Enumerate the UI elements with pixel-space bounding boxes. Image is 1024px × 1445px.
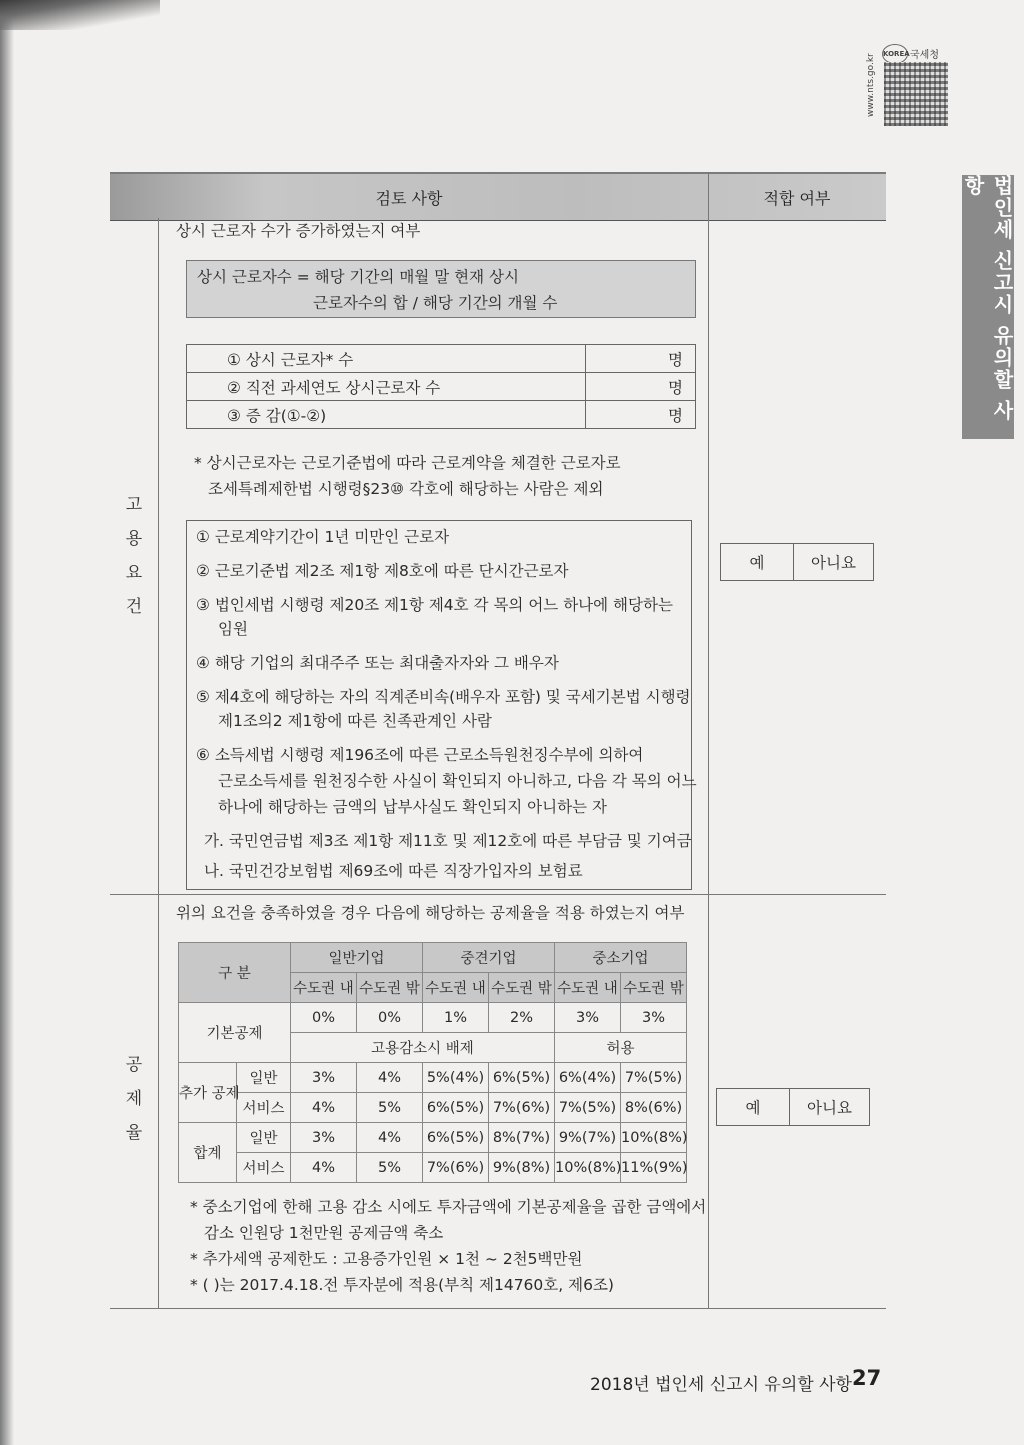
table-row: 기본공제 0% 0% 1% 2% 3% 3% [179, 1003, 687, 1033]
group-header: 중견기업 [423, 943, 555, 973]
count-row: ② 직전 과세연도 상시근로자 수 명 [187, 373, 696, 401]
count-row: ③ 증 감(①-②) 명 [187, 401, 696, 429]
rate-yes-option[interactable]: 예 [717, 1089, 790, 1126]
basic-label: 기본공제 [179, 1003, 291, 1063]
deduction-rate-table [178, 942, 687, 1183]
employee-count-table [186, 344, 696, 429]
list-item: 나. 국민건강보험법 제69조에 따른 직장가입자의 보험료 [204, 862, 583, 880]
list-item: 제1조의2 제1항에 따른 친족관계인 사람 [218, 712, 492, 730]
list-item: ⑥ 소득세법 시행령 제196조에 따른 근로소득원천징수부에 의하여 [196, 746, 644, 764]
region-header: 수도권 내 [555, 973, 621, 1003]
list-item: 가. 국민연금법 제3조 제1항 제11호 및 제12호에 따른 부담금 및 기여금 [204, 832, 692, 850]
employee-note-line-2: 조세특례제한법 시행령§23⑩ 각호에 해당하는 사람은 제외 [208, 480, 604, 498]
side-chapter-tab [962, 175, 1014, 439]
table-row: 서비스 4% 5% 7%(6%) 9%(8%) 10%(8%) 11%(9%) [179, 1153, 687, 1183]
formula-line-1: 상시 근로자수 = 해당 기간의 매월 말 현재 상시 [197, 268, 519, 286]
rate-note-1-cont: 감소 인원당 1천만원 공제금액 축소 [204, 1224, 444, 1242]
table-row [179, 943, 687, 973]
reduction-allowed: 허용 [555, 1033, 687, 1063]
reduction-excluded: 고용감소시 배제 [291, 1033, 555, 1063]
rate-section-label: 공 제 율 [125, 1055, 143, 1143]
list-item: 임원 [218, 620, 248, 638]
rate-question: 위의 요건을 충족하였을 경우 다음에 해당하는 공제율을 적용 하였는지 여부 [176, 904, 685, 922]
region-header: 수도권 내 [423, 973, 489, 1003]
rate-answer-box [716, 1088, 870, 1126]
group-header: 일반기업 [291, 943, 423, 973]
employment-section-label: 고 용 요 건 [125, 495, 143, 617]
list-item: 하나에 해당하는 금액의 납부사실도 확인되지 아니하는 자 [218, 798, 607, 816]
table-row: 서비스 4% 5% 6%(5%) 7%(6%) 7%(5%) 8%(6%) [179, 1093, 687, 1123]
rate-note-2: * 추가세액 공제한도 : 고용증가인원 × 1천 ~ 2천5백만원 [190, 1250, 583, 1268]
qr-code-icon[interactable] [884, 62, 948, 126]
count-row: ① 상시 근로자* 수 명 [187, 345, 696, 373]
region-header: 수도권 밖 [357, 973, 423, 1003]
category-header: 구 분 [179, 943, 291, 1003]
qr-block [866, 42, 956, 128]
table-header [110, 172, 886, 221]
qr-url: www.nts.go.kr [866, 53, 876, 117]
employee-note-line-1: * 상시근로자는 근로기준법에 따라 근로계약을 체결한 근로자로 [194, 454, 621, 472]
employment-yes-option[interactable]: 예 [721, 544, 794, 581]
employment-question: 상시 근로자 수가 증가하였는지 여부 [176, 222, 421, 240]
list-item: ② 근로기준법 제2조 제1항 제8호에 따른 단시간근로자 [196, 562, 569, 580]
employment-no-option[interactable]: 아니요 [794, 544, 874, 581]
korea-logo-icon: KOREA [882, 44, 908, 64]
page-number: 27 [852, 1366, 882, 1390]
total-label: 합계 [179, 1123, 237, 1183]
header-fit: 적합 여부 [763, 189, 831, 208]
table-row: 합계 일반 3% 4% 6%(5%) 8%(7%) 9%(7%) 10%(8%) [179, 1123, 687, 1153]
list-item: ④ 해당 기업의 최대주주 또는 최대출자자와 그 배우자 [196, 654, 559, 672]
list-item: ① 근로계약기간이 1년 미만인 근로자 [196, 528, 450, 546]
rate-no-option[interactable]: 아니요 [790, 1089, 870, 1126]
table-bottom-rule [110, 1308, 886, 1309]
qr-agency-label: 국세청 [910, 50, 939, 61]
rate-note-3: * ( )는 2017.4.18.전 투자분에 적용(부칙 제14760호, 제6조) [190, 1276, 614, 1294]
side-tab-label: 법인세 신고시 유의할 사항 [961, 175, 1014, 422]
extra-label: 추가 공제 [179, 1063, 237, 1123]
table-row: 추가 공제 일반 3% 4% 5%(4%) 6%(5%) 6%(4%) 7%(5%) [179, 1063, 687, 1093]
group-header: 중소기업 [555, 943, 687, 973]
scan-edge-shadow [0, 0, 14, 1445]
list-item: 근로소득세를 원천징수한 사실이 확인되지 아니하고, 다음 각 목의 어느 [218, 772, 697, 790]
rate-note-1: * 중소기업에 한해 고용 감소 시에도 투자금액에 기본공제율을 곱한 금액에서 [190, 1198, 707, 1216]
formula-box [186, 260, 696, 318]
region-header: 수도권 밖 [489, 973, 555, 1003]
fit-column-divider [708, 172, 709, 1308]
region-header: 수도권 밖 [621, 973, 687, 1003]
list-item: ③ 법인세법 시행령 제20조 제1항 제4호 각 목의 어느 하나에 해당하는 [196, 596, 673, 614]
formula-line-2: 근로자수의 합 / 해당 기간의 개월 수 [313, 294, 558, 312]
header-review: 검토 사항 [375, 189, 443, 208]
employment-answer-box [720, 543, 874, 581]
list-item: ⑤ 제4호에 해당하는 자의 직계존비속(배우자 포함) 및 국세기본법 시행령 [196, 688, 691, 706]
region-header: 수도권 내 [291, 973, 357, 1003]
footer-title: 2018년 법인세 신고시 유의할 사항 [590, 1375, 852, 1395]
scan-corner-shadow [0, 0, 160, 30]
section-divider [110, 894, 886, 895]
label-column-divider [158, 218, 159, 1308]
